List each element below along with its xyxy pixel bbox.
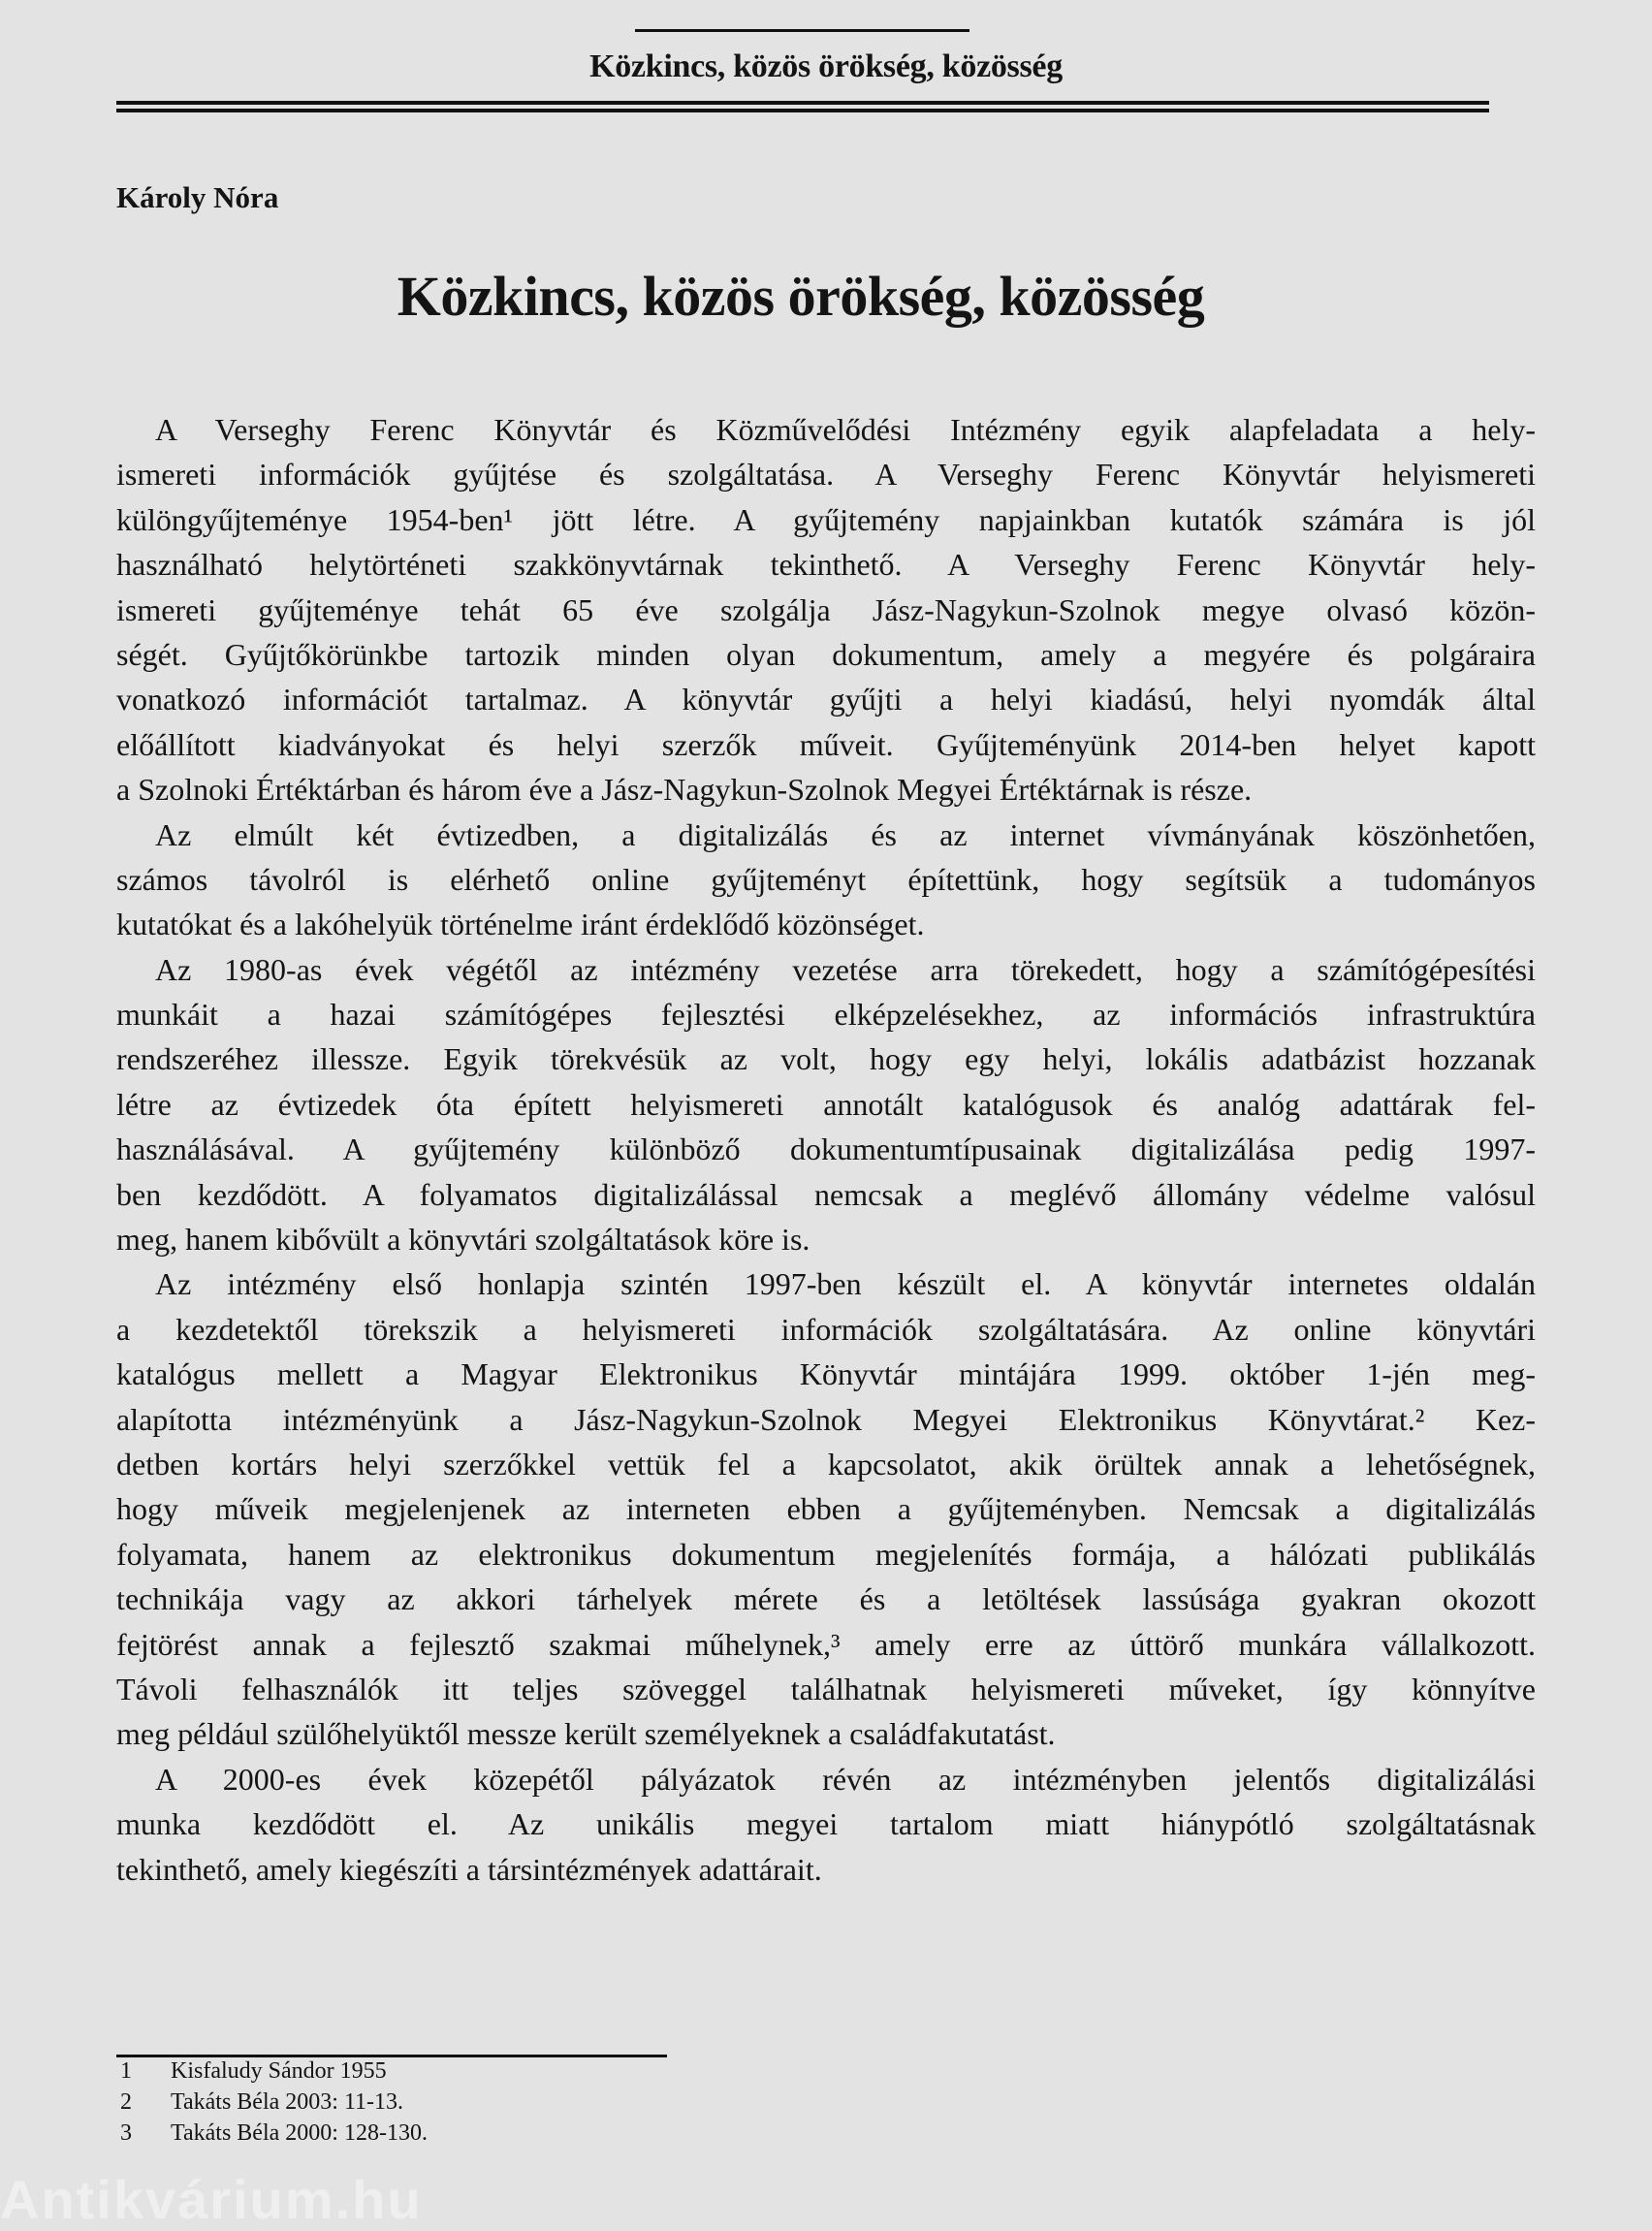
text-line: a kezdetektől törekszik a helyismereti információk szolgáltatására. Az online könyvtári bbox=[116, 1311, 1536, 1347]
footnote-text: Kisfaludy Sándor 1955 bbox=[171, 2058, 387, 2084]
text-line: használható helytörténeti szakkönyvtárnak tekinthető. A Verseghy Ferenc Könyvtár hely- bbox=[116, 547, 1536, 583]
text-line: meg például szülőhelyüktől messze került személyeknek a családfakutatást. bbox=[116, 1716, 1056, 1752]
text-line: különgyűjteménye 1954-ben¹ jött létre. A gyűjtemény napjainkban kutatók számára is jól bbox=[116, 501, 1536, 537]
text-line: A Verseghy Ferenc Könyvtár és Közművelődési Intézmény egyik alapfeladata a hely- bbox=[155, 412, 1536, 447]
text-line: Az 1980-as évek végétől az intézmény vezetése arra törekedett, hogy a számítógépesítési bbox=[155, 951, 1536, 987]
paragraph bbox=[116, 1757, 1536, 1892]
paragraph bbox=[116, 1261, 1536, 1756]
text-line: folyamata, hanem az elektronikus dokumentum megjelenítés formája, a hálózati publikálás bbox=[116, 1536, 1536, 1572]
paragraph bbox=[116, 407, 1536, 813]
text-line: hogy műveik megjelenjenek az interneten ebben a gyűjteményben. Nemcsak a digitalizálás bbox=[116, 1491, 1536, 1527]
text-line: ben kezdődött. A folyamatos digitalizálással nemcsak a meglévő állomány védelme valósul bbox=[116, 1176, 1536, 1212]
article-title: Közkincs, közös örökség, közösség bbox=[397, 265, 1205, 328]
footnote-2 bbox=[120, 2087, 428, 2118]
text-line: Az elmúlt két évtizedben, a digitalizálás és az internet vívmányának köszönhetően, bbox=[155, 816, 1536, 852]
running-head: Közkincs, közös örökség, közösség bbox=[589, 48, 1063, 84]
text-line: rendszeréhez illessze. Egyik törekvésük az volt, hogy egy helyi, lokális adatbázist hozzanak bbox=[116, 1041, 1536, 1077]
text-line: létre az évtizedek óta épített helyismereti annotált katalógusok és analóg adattárak fel- bbox=[116, 1086, 1536, 1122]
header-top-rule bbox=[635, 29, 969, 32]
text-line: munkáit a hazai számítógépes fejlesztési elképzelésekhez, az információs infrastruktúra bbox=[116, 997, 1536, 1033]
text-line: katalógus mellett a Magyar Elektronikus Könyvtár mintájára 1999. október 1-jén meg- bbox=[116, 1356, 1536, 1392]
header-rule-lower bbox=[116, 109, 1489, 112]
paragraph bbox=[116, 813, 1536, 947]
text-line: használásával. A gyűjtemény különböző dokumentumtípusainak digitalizálása pedig 1997- bbox=[116, 1131, 1536, 1167]
paragraph bbox=[116, 947, 1536, 1262]
footnotes bbox=[120, 2056, 428, 2149]
footnote-text: Takáts Béla 2000: 128-130. bbox=[171, 2120, 428, 2146]
text-line: fejtörést annak a fejlesztő szakmai műhelynek,³ amely erre az úttörő munkára vállalkozott. bbox=[116, 1626, 1536, 1662]
text-line: munka kezdődött el. Az unikális megyei tartalom miatt hiánypótló szolgáltatásnak bbox=[116, 1806, 1536, 1842]
text-line: detben kortárs helyi szerzőkkel vettük fel a kapcsolatot, akik örültek annak a lehetőségnek, bbox=[116, 1446, 1536, 1482]
text-line: alapította intézményünk a Jász-Nagykun-Szolnok Megyei Elektronikus Könyvtárat.² Kez- bbox=[116, 1401, 1536, 1437]
text-line: előállított kiadványokat és helyi szerzők műveit. Gyűjteményünk 2014-ben helyet kapott bbox=[116, 726, 1536, 762]
article-body bbox=[116, 407, 1536, 1892]
text-line: ismereti gyűjteménye tehát 65 éve szolgálja Jász-Nagykun-Szolnok megye olvasó közön- bbox=[116, 591, 1536, 627]
text-line: tekinthető, amely kiegészíti a társintézmények adattárait. bbox=[116, 1851, 822, 1887]
text-line: meg, hanem kibővült a könyvtári szolgáltatások köre is. bbox=[116, 1222, 810, 1258]
footnote-number: 2 bbox=[120, 2089, 132, 2115]
text-line: ismereti információk gyűjtése és szolgáltatása. A Verseghy Ferenc Könyvtár helyismereti bbox=[116, 457, 1536, 493]
text-line: a Szolnoki Értéktárban és három éve a Jász-Nagykun-Szolnok Megyei Értéktárnak is része. bbox=[116, 772, 1253, 808]
text-line: Távoli felhasználók itt teljes szöveggel találhatnak helyismereti műveket, így könnyítve bbox=[116, 1671, 1536, 1706]
text-line: Az intézmény első honlapja szintén 1997-ben készült el. A könyvtár internetes oldalán bbox=[155, 1266, 1536, 1302]
text-line: kutatókat és a lakóhelyük történelme iránt érdeklődő közönséget. bbox=[116, 907, 925, 942]
footnote-3 bbox=[120, 2118, 428, 2149]
text-line: vonatkozó információt tartalmaz. A könyvtár gyűjti a helyi kiadású, helyi nyomdák által bbox=[116, 682, 1536, 717]
footnote-1 bbox=[120, 2056, 428, 2087]
footnote-number: 3 bbox=[120, 2120, 132, 2146]
text-line: technikája vagy az akkori tárhelyek mérete és a letöltések lassúsága gyakran okozott bbox=[116, 1581, 1536, 1617]
text-line: ségét. Gyűjtőkörünkbe tartozik minden olyan dokumentum, amely a megyére és polgáraira bbox=[116, 636, 1536, 672]
header-rule-upper bbox=[116, 101, 1489, 105]
text-line: számos távolról is elérhető online gyűjteményt építettünk, hogy segítsük a tudományos bbox=[116, 861, 1536, 897]
footnote-number: 1 bbox=[120, 2058, 132, 2084]
watermark: Antikvárium.hu bbox=[0, 2169, 423, 2230]
text-line: A 2000-es évek közepétől pályázatok révén az intézményben jelentős digitalizálási bbox=[155, 1761, 1536, 1797]
author-name: Károly Nóra bbox=[116, 180, 279, 214]
footnote-text: Takáts Béla 2003: 11-13. bbox=[171, 2089, 404, 2115]
